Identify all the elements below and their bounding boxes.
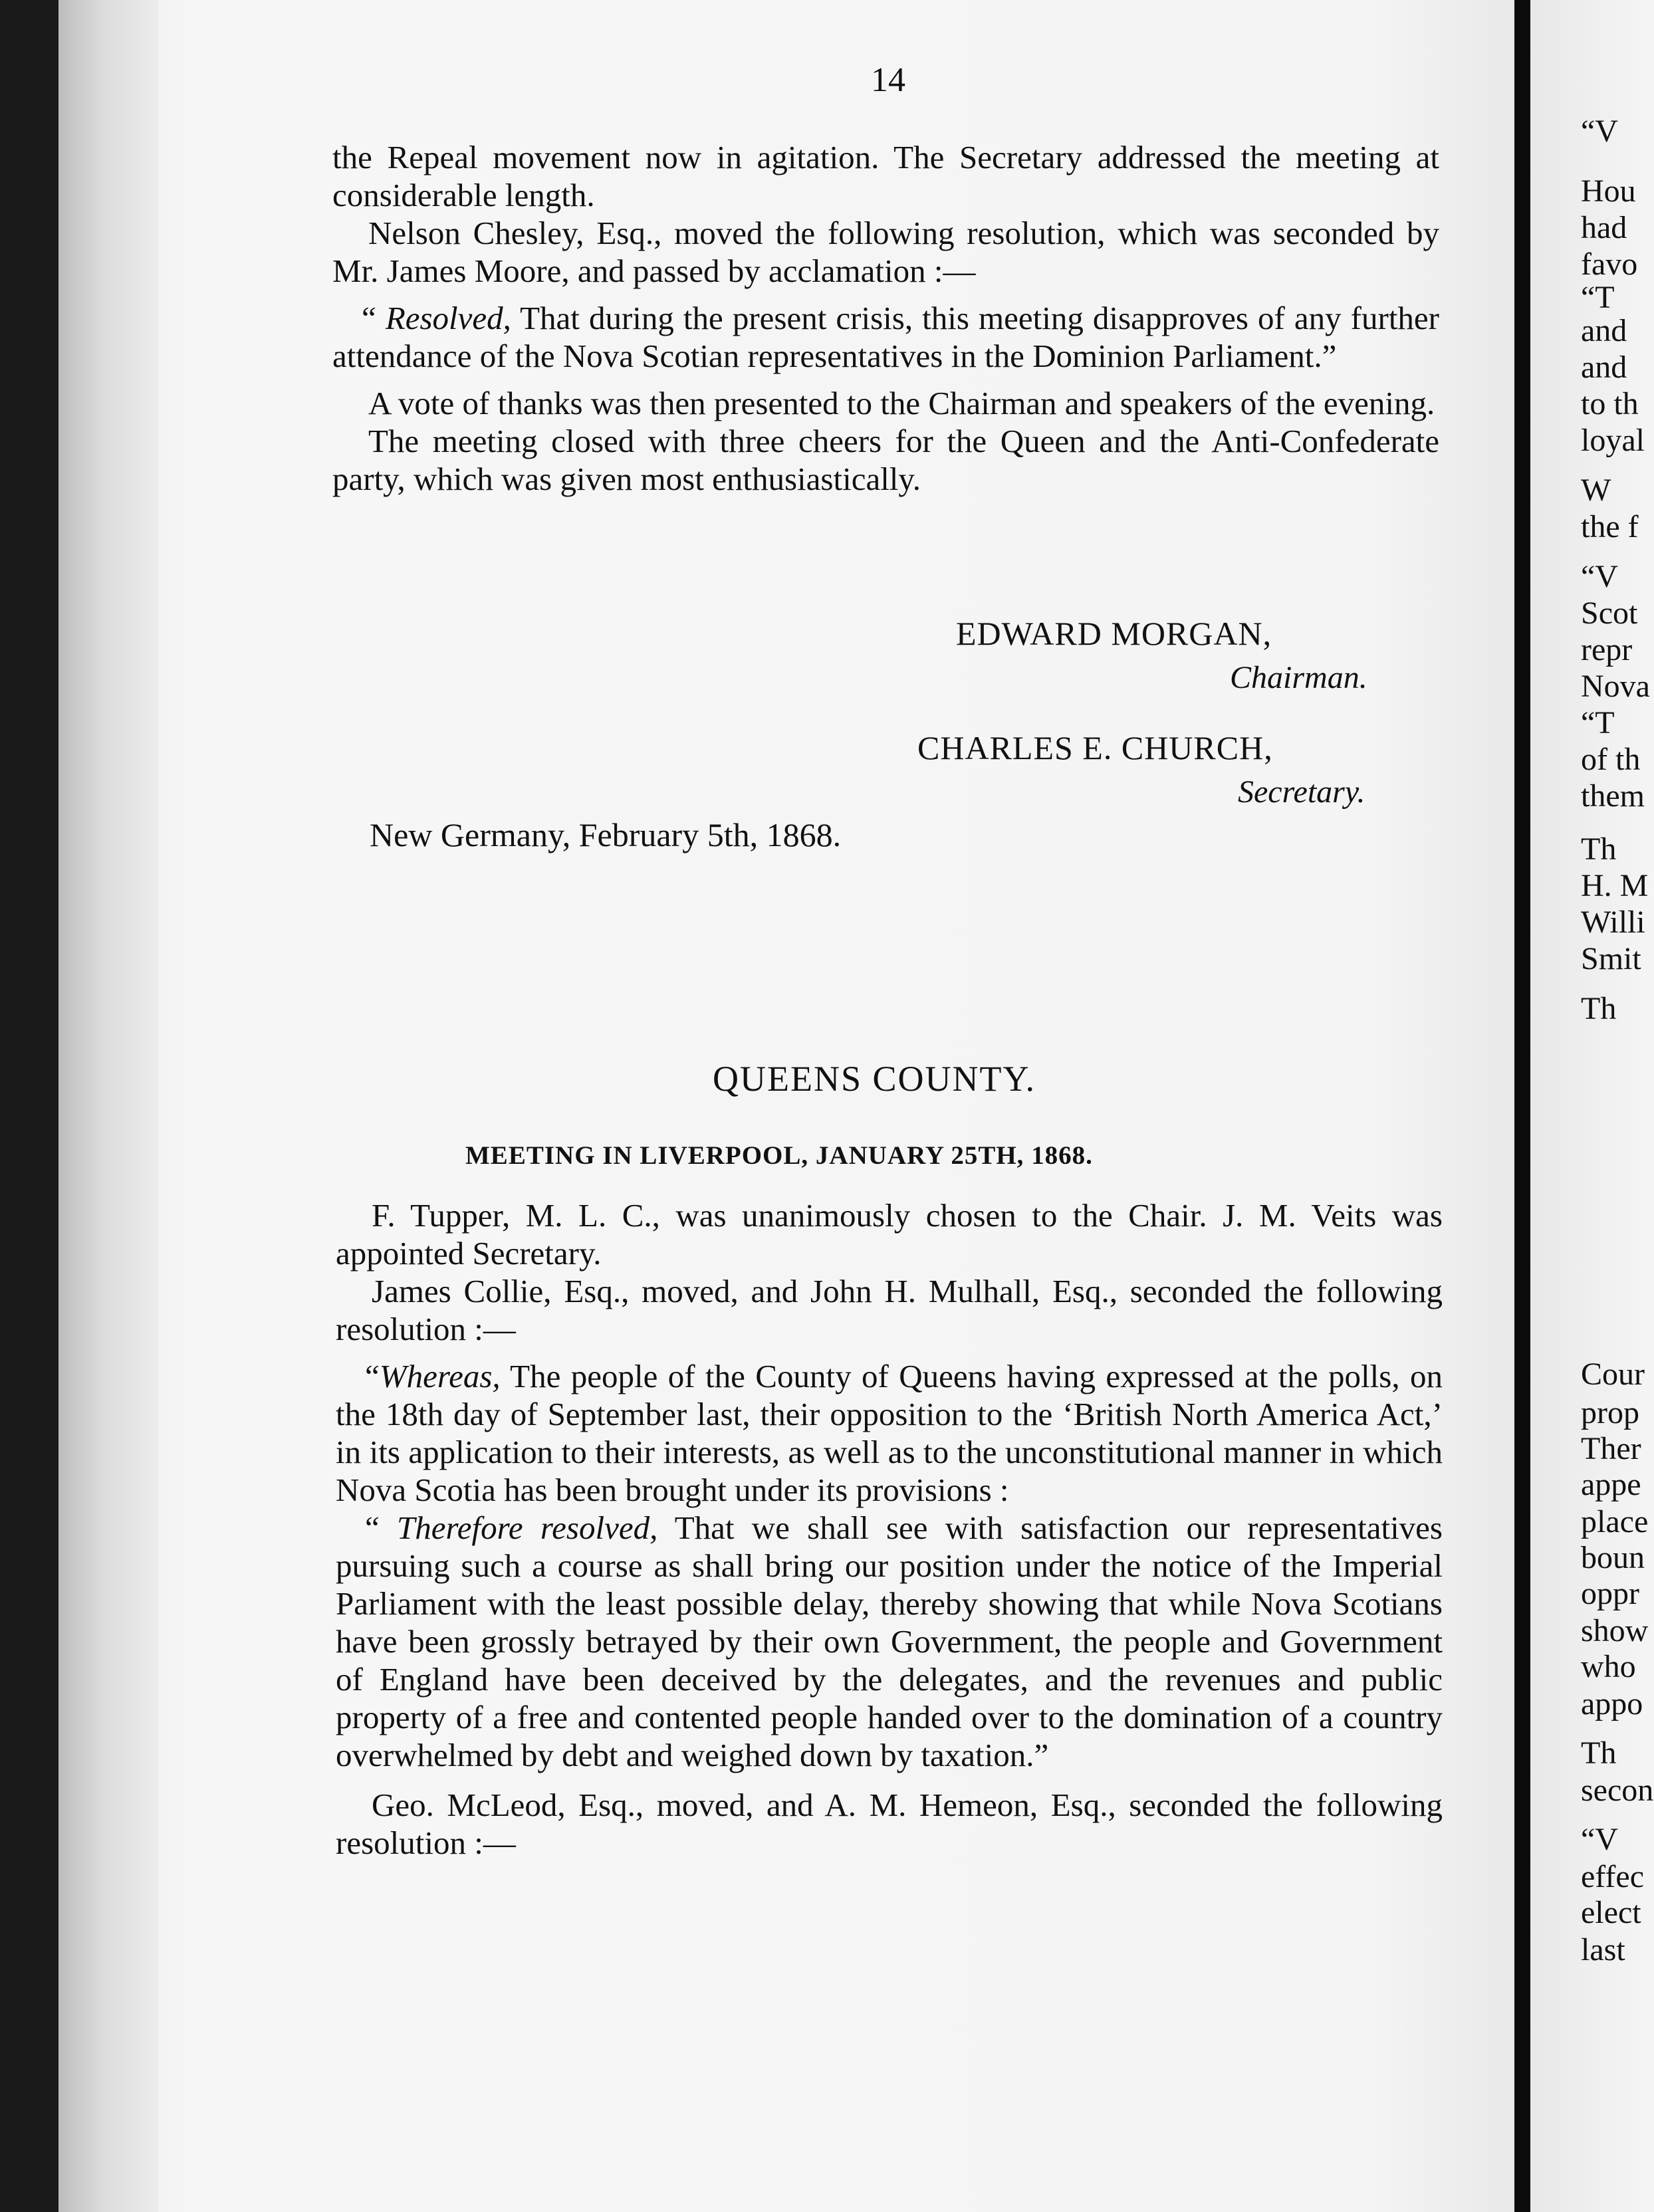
right-page-line: Hou <box>1581 173 1636 209</box>
right-page-line: Th <box>1581 991 1617 1026</box>
right-page-line: appe <box>1581 1467 1641 1502</box>
right-page-line: show <box>1581 1613 1649 1648</box>
right-page-line: H. M <box>1581 868 1649 903</box>
right-page-line: of th <box>1581 742 1641 777</box>
right-page-line: Smit <box>1581 941 1641 976</box>
paragraph-chair-secretary: F. Tupper, M. L. C., was unanimously chosen to the Chair. J. M. Veits was appointed Secretary. <box>336 1197 1443 1272</box>
right-page-line: appo <box>1581 1686 1643 1721</box>
right-page-line: elect <box>1581 1895 1641 1930</box>
paragraph-mcleod-motion: Geo. McLeod, Esq., moved, and A. M. Hemeon, Esq., seconded the following resolution :— <box>336 1787 1443 1861</box>
right-page-line: “T <box>1581 705 1615 740</box>
right-page-line: and <box>1581 313 1627 348</box>
quote-open: “ <box>362 300 386 336</box>
right-page-line: secon <box>1581 1773 1654 1808</box>
resolution-whereas <box>336 1357 1443 1509</box>
right-page-line: who <box>1581 1649 1636 1684</box>
resolution-text: That during the present crisis, this meeting disapproves of any further attendance of the Nova Scotian representatives in the Dominion Parliament.” <box>332 300 1439 374</box>
resolution-therefore <box>336 1509 1443 1774</box>
queens-section <box>336 1196 1443 1862</box>
right-page-line: repr <box>1581 632 1633 667</box>
right-page-line: place <box>1581 1504 1649 1539</box>
whereas-text: The people of the County of Queens having expressed at the polls, on the 18th day of September last, their opposition to the ‘British North America Act,’ in its application to their interests, as well as to the unconstitutional manner in which Nova Scotia has been brought under its provisions : <box>336 1358 1443 1508</box>
page-number: 14 <box>871 61 905 99</box>
right-page-line: Th <box>1581 831 1617 867</box>
right-page-line: “V <box>1581 114 1618 149</box>
right-page-line: favo <box>1581 247 1638 282</box>
secretary-title: Secretary. <box>1238 774 1365 810</box>
right-page-line: Scot <box>1581 596 1638 631</box>
resolution-disapproves <box>332 299 1439 375</box>
right-page-line: “V <box>1581 1822 1618 1857</box>
chairman-title: Chairman. <box>1230 660 1367 695</box>
quote-open: “ <box>365 1509 398 1546</box>
right-page-line: had <box>1581 210 1627 245</box>
book-gutter <box>1514 0 1530 2212</box>
paragraph-chesley-motion: Nelson Chesley, Esq., moved the following resolution, which was seconded by Mr. James Moore, and passed by acclamation :— <box>332 215 1439 289</box>
place-date: New Germany, February 5th, 1868. <box>370 816 842 853</box>
right-page-line: them <box>1581 778 1645 814</box>
paragraph-meeting-closed: The meeting closed with three cheers for the Queen and the Anti-Confederate party, which was given most enthusiastically. <box>332 423 1439 497</box>
right-page-line: and <box>1581 350 1627 385</box>
right-page-line: effec <box>1581 1859 1645 1894</box>
page-fold-shadow <box>59 0 158 2212</box>
right-page-line: Cour <box>1581 1357 1645 1392</box>
right-page-line: Th <box>1581 1735 1617 1771</box>
right-page-line: loyal <box>1581 423 1645 458</box>
right-page-line: Nova <box>1581 669 1650 704</box>
right-page-line: last <box>1581 1932 1625 1967</box>
right-page-line: “V <box>1581 559 1618 594</box>
right-page-line: “T <box>1581 280 1615 315</box>
therefore-text: That we shall see with satisfaction our representatives pursuing such a course as shall bring our position under the notice of the Imperial Parliament with the least possible delay, thereby showing that while Nova Scotians have been grossly betrayed by their own Government, the people and Government of England have been deceived by the delegates, and the revenues and public property of a free and contented people handed over to the domination of a country overwhelmed by debt and weighed down by taxation.” <box>336 1509 1443 1773</box>
quote-open: “ <box>365 1358 380 1394</box>
section-heading-queens-county: QUEENS COUNTY. <box>713 1059 1036 1099</box>
right-page-line: oppr <box>1581 1576 1639 1611</box>
paragraph-vote-of-thanks: A vote of thanks was then presented to the Chairman and speakers of the evening. <box>368 385 1435 421</box>
resolved-keyword: Resolved, <box>385 300 511 336</box>
right-page-line: Ther <box>1581 1431 1641 1466</box>
top-section <box>332 138 1439 498</box>
secretary-name: CHARLES E. CHURCH, <box>917 729 1273 766</box>
right-page-line: prop <box>1581 1395 1639 1430</box>
whereas-keyword: Whereas, <box>379 1358 501 1394</box>
right-page-line: W <box>1581 473 1611 508</box>
right-page-line: Willi <box>1581 905 1645 940</box>
paragraph-repeal: the Repeal movement now in agitation. The Secretary addressed the meeting at considerable length. <box>332 139 1439 213</box>
right-page-line: to th <box>1581 386 1639 421</box>
chairman-name: EDWARD MORGAN, <box>956 615 1272 652</box>
paragraph-collie-motion: James Collie, Esq., moved, and John H. Mulhall, Esq., seconded the following resolution :— <box>336 1273 1443 1347</box>
right-page-line: the f <box>1581 509 1639 544</box>
section-subheading-liverpool-meeting: MEETING IN LIVERPOOL, JANUARY 25TH, 1868. <box>465 1141 1093 1170</box>
right-page-line: boun <box>1581 1540 1645 1575</box>
therefore-resolved-keyword: Therefore resolved, <box>397 1509 658 1546</box>
